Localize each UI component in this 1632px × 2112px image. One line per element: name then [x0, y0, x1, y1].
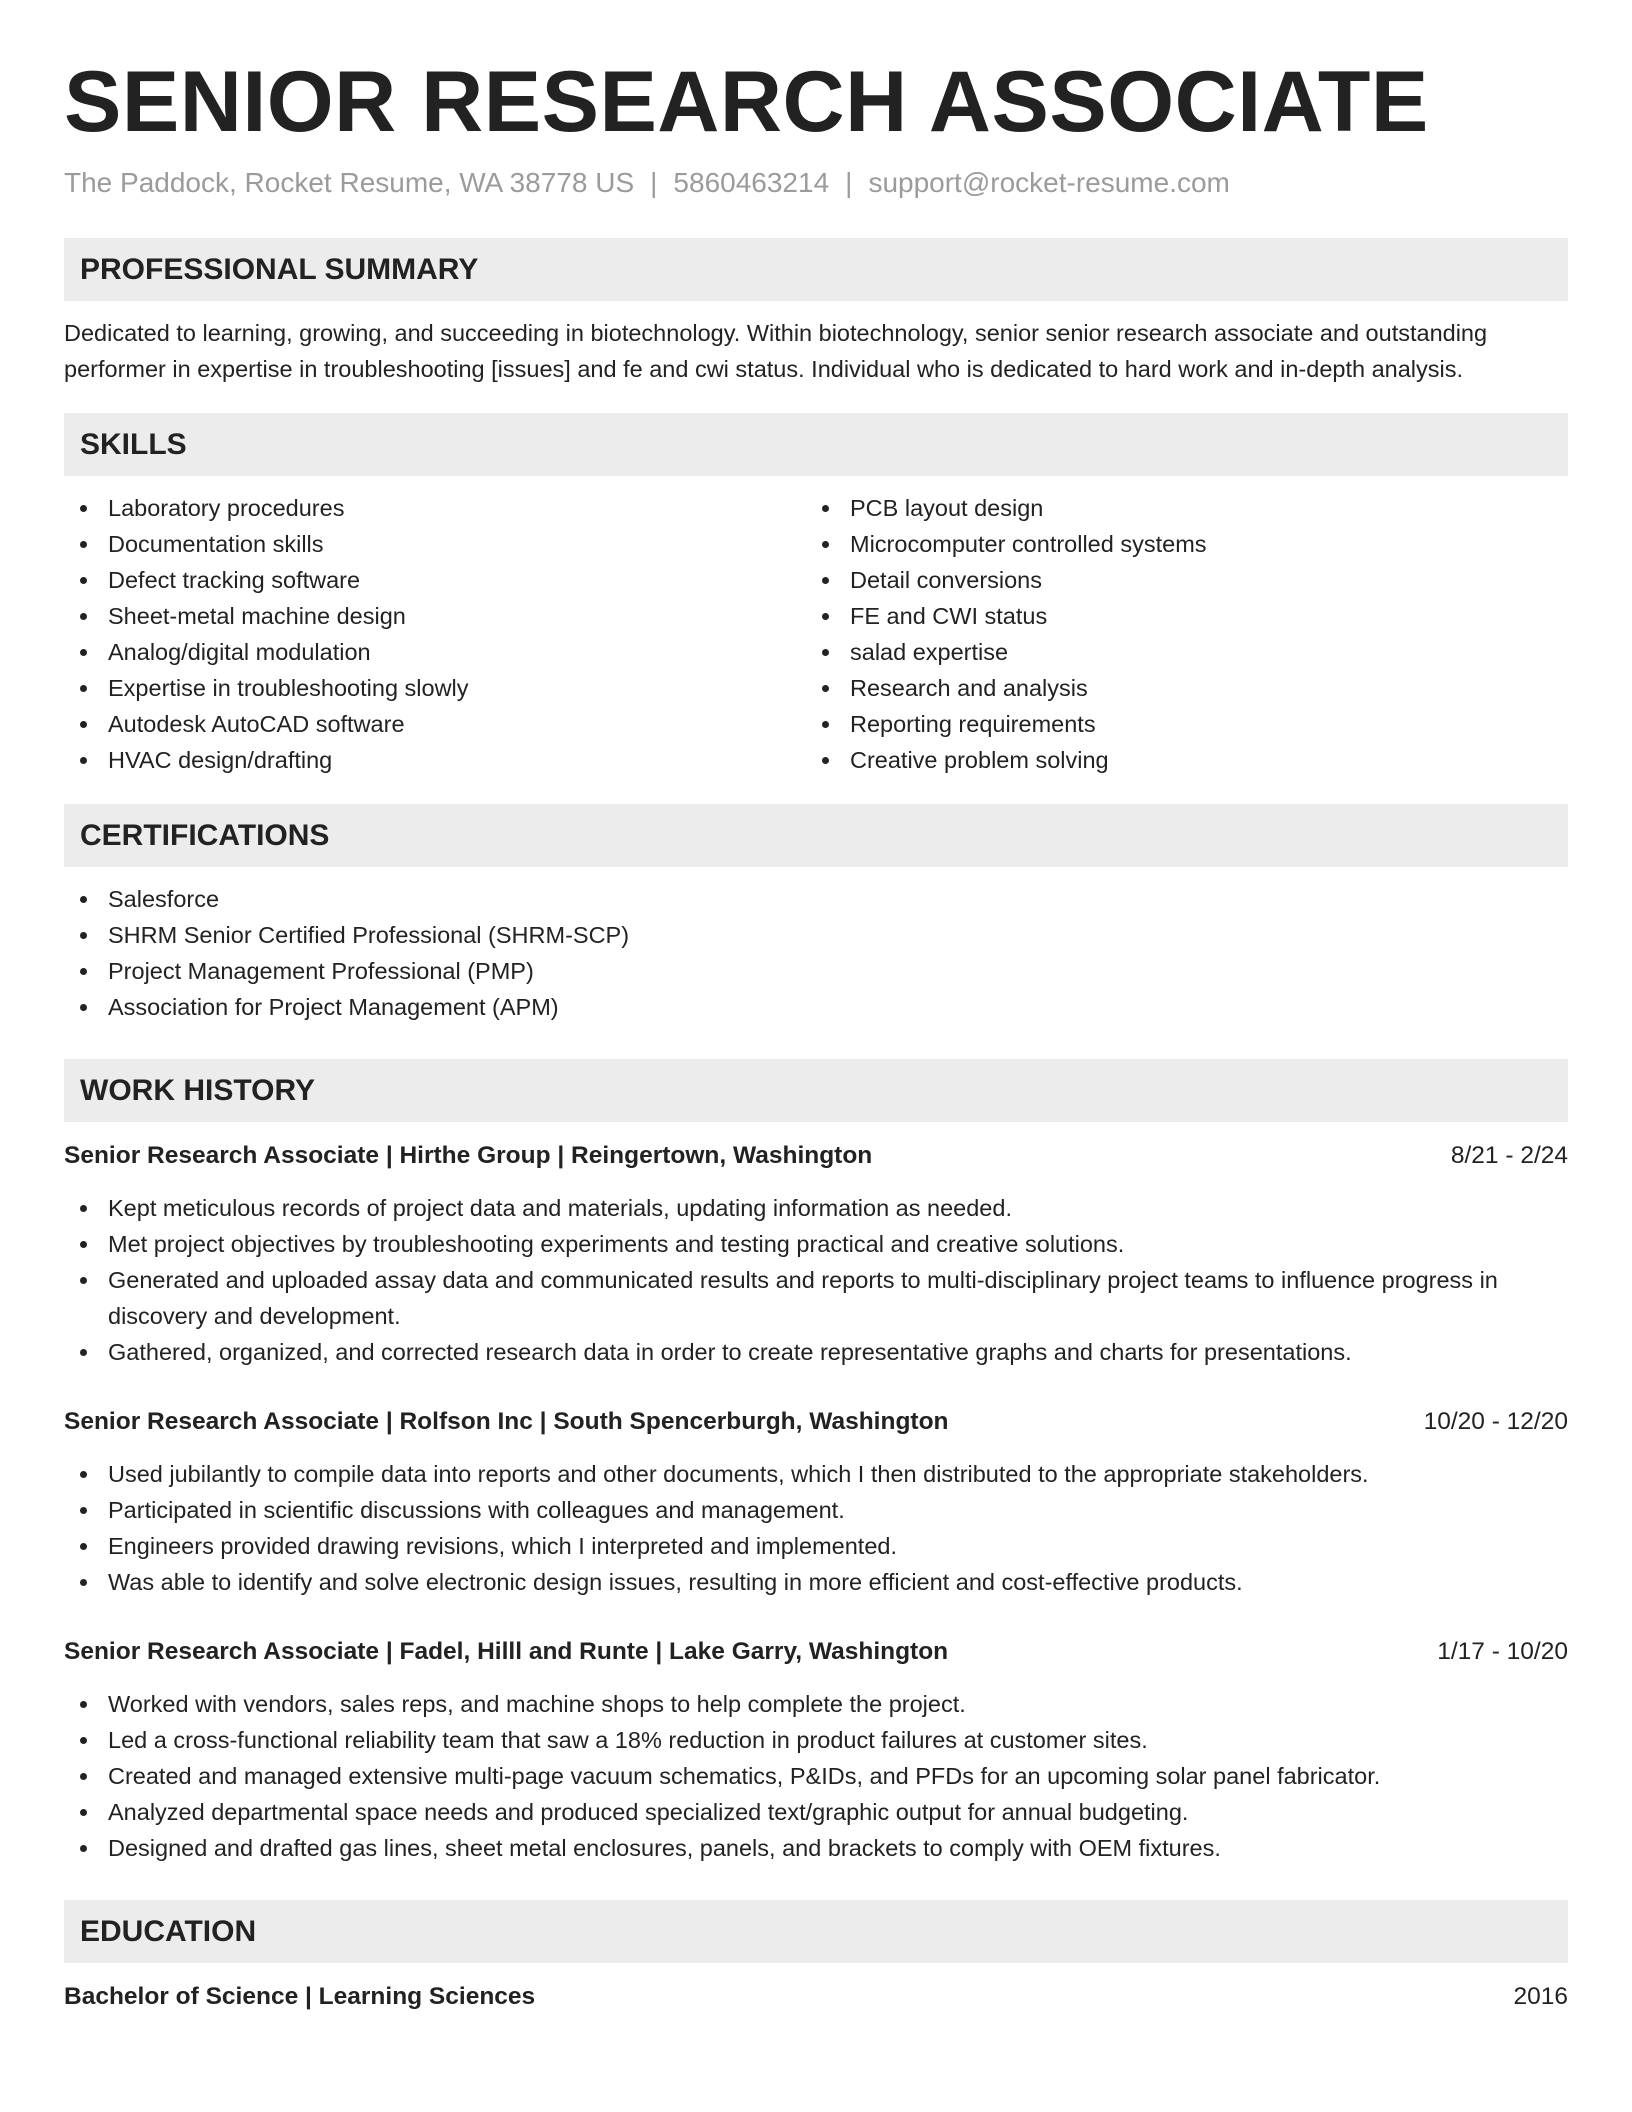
job-bullet: Participated in scientific discussions with colleagues and management.: [64, 1492, 1568, 1528]
job-header: [64, 1138, 1568, 1174]
education-year: 2016: [1513, 1983, 1568, 2010]
job-entry: [64, 1138, 1568, 1370]
skill-item: Detail conversions: [806, 562, 1548, 598]
job-header: [64, 1404, 1568, 1440]
skill-item: PCB layout design: [806, 490, 1548, 526]
skill-item: HVAC design/drafting: [64, 742, 806, 778]
job-bullets: [64, 1686, 1568, 1866]
job-title: Senior Research Associate | Hirthe Group | Reingertown, Washington: [64, 1142, 873, 1169]
skill-item: Autodesk AutoCAD software: [64, 706, 806, 742]
job-bullet: Analyzed departmental space needs and produced specialized text/graphic output for annual budgeting.: [64, 1794, 1568, 1830]
skill-item: Creative problem solving: [806, 742, 1548, 778]
job-dates: 1/17 - 10/20: [1437, 1638, 1568, 1665]
skill-item: Expertise in troubleshooting slowly: [64, 670, 806, 706]
education-heading: EDUCATION: [64, 1900, 1568, 1963]
job-bullet: Led a cross-functional reliability team that saw a 18% reduction in product failures at customer sites.: [64, 1722, 1568, 1758]
skill-item: Reporting requirements: [806, 706, 1548, 742]
job-bullet: Generated and uploaded assay data and communicated results and reports to multi-disciplinary project teams to influence progress in discovery and development.: [64, 1262, 1568, 1334]
job-title: Senior Research Associate | Rolfson Inc | South Spencerburgh, Washington: [64, 1408, 949, 1435]
skill-item: Documentation skills: [64, 526, 806, 562]
contact-address: The Paddock, Rocket Resume, WA 38778 US: [64, 167, 635, 198]
certifications-heading: CERTIFICATIONS: [64, 804, 1568, 867]
skills-list-left: [64, 490, 806, 778]
job-entry: [64, 1404, 1568, 1600]
skills-list-right: [806, 490, 1548, 778]
job-bullet: Used jubilantly to compile data into reports and other documents, which I then distributed to the appropriate stakeholders.: [64, 1456, 1568, 1492]
skill-item: Analog/digital modulation: [64, 634, 806, 670]
job-bullet: Kept meticulous records of project data and materials, updating information as needed.: [64, 1190, 1568, 1226]
resume-page: [64, 0, 1568, 2015]
summary-section: [64, 238, 1568, 387]
job-dates: 8/21 - 2/24: [1450, 1142, 1568, 1169]
job-bullet: Worked with vendors, sales reps, and machine shops to help complete the project.: [64, 1686, 1568, 1722]
job-bullets: [64, 1456, 1568, 1600]
skills-heading: SKILLS: [64, 413, 1568, 476]
skill-item: Laboratory procedures: [64, 490, 806, 526]
job-bullets: [64, 1190, 1568, 1370]
skill-item: Defect tracking software: [64, 562, 806, 598]
job-bullet: Engineers provided drawing revisions, which I interpreted and implemented.: [64, 1528, 1568, 1564]
summary-heading: PROFESSIONAL SUMMARY: [64, 238, 1568, 301]
job-bullet: Designed and drafted gas lines, sheet metal enclosures, panels, and brackets to comply with OEM fixtures.: [64, 1830, 1568, 1866]
job-header: [64, 1634, 1568, 1670]
skills-column-right: [806, 490, 1548, 778]
certifications-section: [64, 804, 1568, 1025]
job-entry: [64, 1634, 1568, 1866]
skills-column-left: [64, 490, 806, 778]
work-history-heading: WORK HISTORY: [64, 1059, 1568, 1122]
skill-item: Microcomputer controlled systems: [806, 526, 1548, 562]
job-dates: 10/20 - 12/20: [1423, 1408, 1568, 1435]
resume-title: SENIOR RESEARCH ASSOCIATE: [64, 54, 1429, 150]
job-title: Senior Research Associate | Fadel, Hilll and Runte | Lake Garry, Washington: [64, 1638, 949, 1665]
skills-columns: [64, 490, 1568, 778]
certifications-list: [64, 881, 1568, 1025]
contact-separator: |: [845, 167, 853, 198]
certification-item: Salesforce: [64, 881, 1568, 917]
contact-separator: |: [650, 167, 658, 198]
certification-item: Association for Project Management (APM): [64, 989, 1568, 1025]
job-bullet: Gathered, organized, and corrected research data in order to create representative graphs and charts for presentations.: [64, 1334, 1568, 1370]
skill-item: Sheet-metal machine design: [64, 598, 806, 634]
job-bullet: Met project objectives by troubleshooting experiments and testing practical and creative solutions.: [64, 1226, 1568, 1262]
contact-phone: 5860463214: [673, 167, 830, 198]
skills-section: [64, 413, 1568, 778]
education-entry: [64, 1979, 1568, 2015]
contact-email: support@rocket-resume.com: [868, 167, 1230, 198]
work-history-section: [64, 1059, 1568, 1866]
certification-item: SHRM Senior Certified Professional (SHRM-SCP): [64, 917, 1568, 953]
summary-text: Dedicated to learning, growing, and succeeding in biotechnology. Within biotechnology, senior senior research associate and outstanding performer in expertise in troubleshooting [issues] and fe and cwi status. Individual who is dedicated to hard work and in-depth analysis.: [64, 320, 1488, 382]
skill-item: salad expertise: [806, 634, 1548, 670]
education-degree: Bachelor of Science | Learning Sciences: [64, 1983, 536, 2010]
contact-line: [64, 166, 1568, 200]
job-bullet: Created and managed extensive multi-page vacuum schematics, P&IDs, and PFDs for an upcoming solar panel fabricator.: [64, 1758, 1568, 1794]
skill-item: Research and analysis: [806, 670, 1548, 706]
education-section: [64, 1900, 1568, 2015]
certification-item: Project Management Professional (PMP): [64, 953, 1568, 989]
skill-item: FE and CWI status: [806, 598, 1548, 634]
job-bullet: Was able to identify and solve electronic design issues, resulting in more efficient and cost-effective products.: [64, 1564, 1568, 1600]
